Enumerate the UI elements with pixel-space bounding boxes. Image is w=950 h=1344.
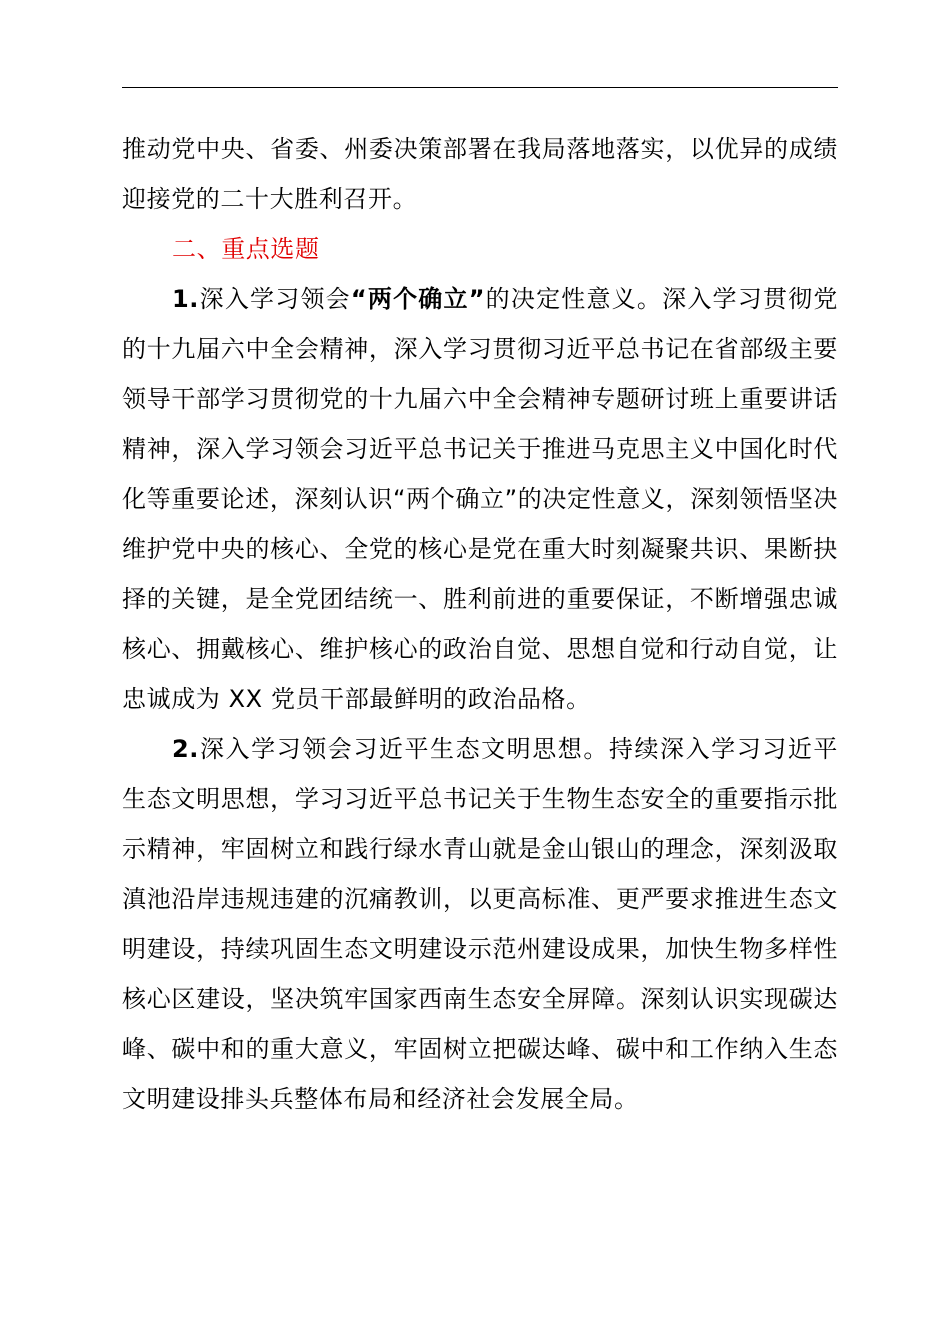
item-1-paragraph (122, 274, 838, 724)
item-1-number: 1. (172, 285, 200, 313)
item-2-body: 持续深入学习习近平生态文明思想，学习习近平总书记关于生物生态安全的重要指示批示精神，牢固树立和践行绿水青山就是金山银山的理念，深刻汲取滇池沿岸违规违建的沉痛教训，以更高标准、更严要求推进生态文明建设，持续巩固生态文明建设示范州建设成果，加快生物多样性核心区建设，坚决筑牢国家西南生态安全屏障。深刻认识实现碳达峰、碳中和的重大意义，牢固树立把碳达峰、碳中和工作纳入生态文明建设排头兵整体布局和经济社会发展全局。 (122, 735, 838, 1113)
item-1-title-quote: “两个确立” (350, 285, 486, 313)
header-rule (122, 87, 838, 88)
item-2-paragraph (122, 724, 838, 1124)
section-heading: 二、重点选题 (172, 235, 320, 263)
item-1-body: 深入学习贯彻党的十九届六中全会精神，深入学习贯彻习近平总书记在省部级主要领导干部学习贯彻党的十九届六中全会精神专题研讨班上重要讲话精神，深入学习领会习近平总书记关于推进马克思主义中国化时代化等重要论述，深刻认识“两个确立”的决定性意义，深刻领悟坚决维护党中央的核心、全党的核心是党在重大时刻凝聚共识、果断抉择的关键，是全党团结统一、胜利前进的重要保证，不断增强忠诚核心、拥戴核心、维护核心的政治自觉、思想自觉和行动自觉，让忠诚成为 XX 党员干部最鲜明的政治品格。 (122, 285, 838, 713)
item-2-title: 深入学习领会习近平生态文明思想。 (199, 735, 609, 763)
intro-continuation-paragraph: 推动党中央、省委、州委决策部署在我局落地落实，以优异的成绩迎接党的二十大胜利召开。 (122, 135, 838, 213)
item-1-title-b: 的决定性意义。 (485, 285, 663, 313)
item-1-title-a: 深入学习领会 (199, 285, 351, 313)
item-2-number: 2. (172, 735, 200, 763)
document-body (122, 124, 838, 1124)
